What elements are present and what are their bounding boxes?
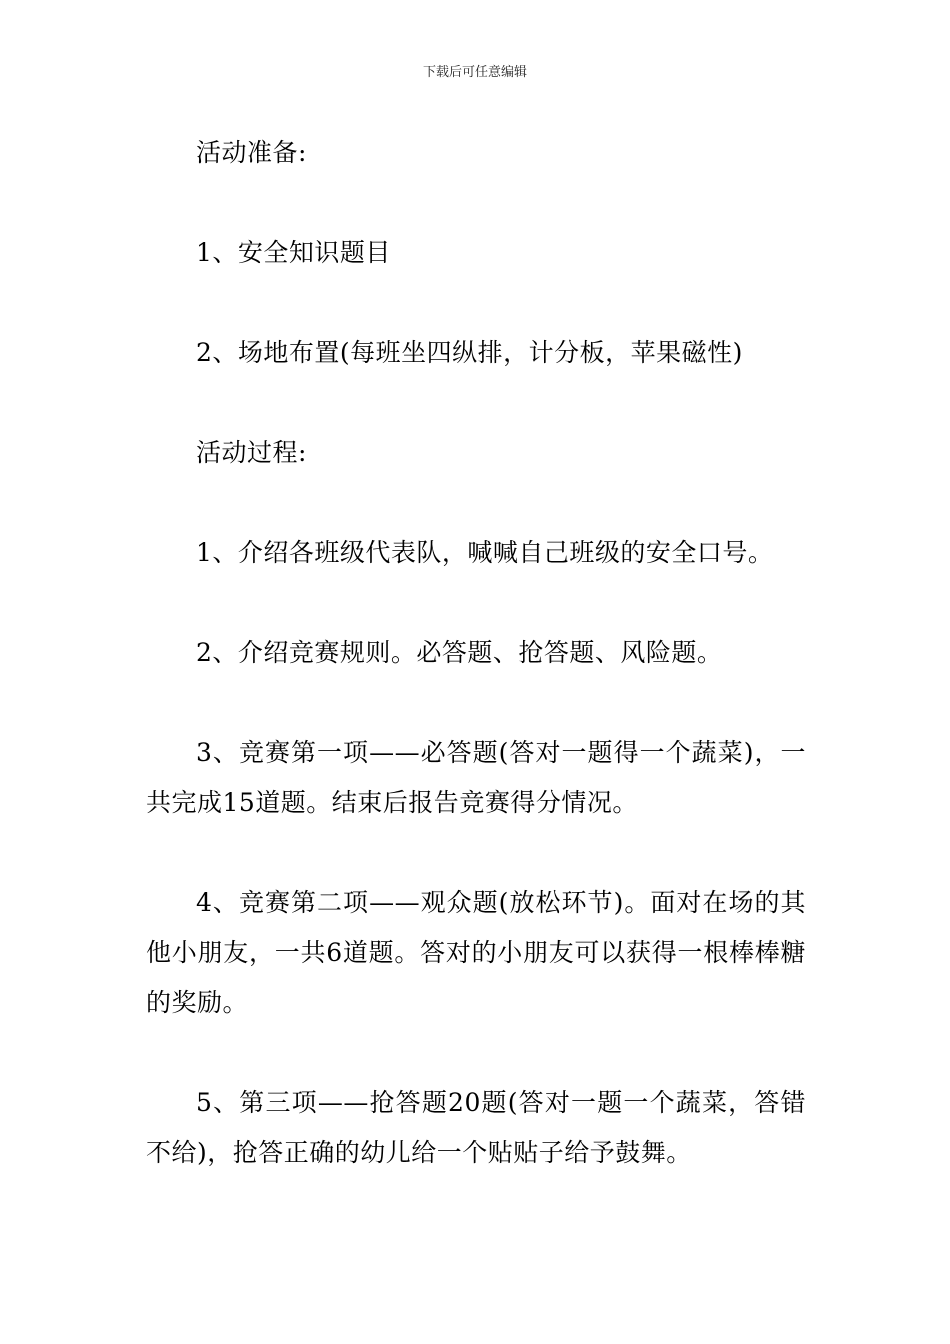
section-heading-preparation: 活动准备: bbox=[196, 138, 307, 167]
paragraph: 3、竞赛第一项——必答题(答对一题得一个蔬菜)，一共完成15道题。结束后报告竞赛得分情况。 bbox=[146, 738, 806, 817]
section-heading-process: 活动过程: bbox=[196, 438, 307, 467]
paragraph: 5、第三项——抢答题20题(答对一题一个蔬菜，答错不给)，抢答正确的幼儿给一个贴贴子给予鼓舞。 bbox=[146, 1088, 806, 1167]
page-header: 下载后可任意编辑 bbox=[422, 65, 527, 80]
document-body bbox=[146, 128, 806, 1178]
paragraph: 1、介绍各班级代表队，喊喊自己班级的安全口号。 bbox=[196, 538, 774, 567]
paragraph: 4、竞赛第二项——观众题(放松环节)。面对在场的其他小朋友，一共6道题。答对的小朋友可以获得一根棒棒糖的奖励。 bbox=[146, 888, 806, 1017]
paragraph: 1、安全知识题目 bbox=[196, 238, 391, 267]
paragraph: 2、场地布置(每班坐四纵排，计分板，苹果磁性) bbox=[196, 338, 743, 367]
paragraph: 2、介绍竞赛规则。必答题、抢答题、风险题。 bbox=[196, 638, 723, 667]
